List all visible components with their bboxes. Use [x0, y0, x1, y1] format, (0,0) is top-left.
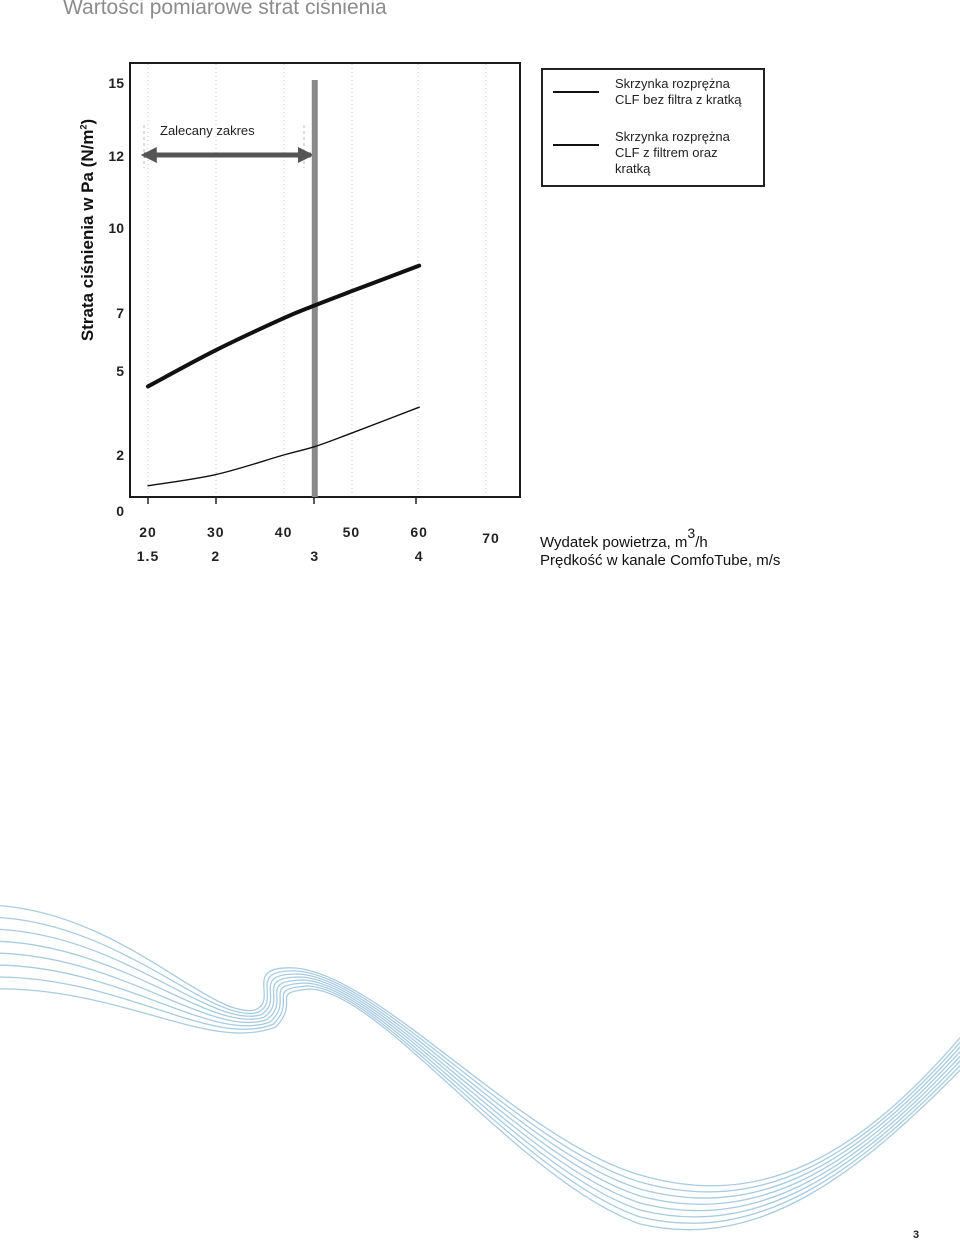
y-axis-title: Strata ciśnienia w Pa $(N/m^2)$: [78, 118, 97, 342]
page-number: 3: [913, 1229, 920, 1241]
y-tick-label: 12: [108, 148, 124, 164]
y-tick-label: 7: [116, 305, 124, 321]
x-tick-label-airflow: 50: [342, 524, 361, 540]
legend-label-line: CLF z filtrem oraz: [615, 145, 718, 160]
y-tick-label: 2: [116, 447, 124, 463]
x-tick-label-velocity: 4: [414, 548, 424, 564]
x-tick-label-airflow: 70: [482, 530, 500, 546]
x-tick-label-velocity: 2: [211, 548, 221, 564]
wave-line: [0, 917, 960, 1192]
y-tick-label: 0: [116, 503, 124, 519]
y-tick-label: 5: [116, 363, 124, 379]
x-tick-label-airflow: 60: [410, 524, 428, 540]
y-tick-label: 10: [108, 220, 124, 236]
recommended-range-label: Zalecany zakres: [160, 123, 255, 138]
wave-line: [0, 989, 960, 1230]
x-axis-title-velocity: Prędkość w kanale ComfoTube, m/s: [540, 552, 781, 569]
legend-label-line: Skrzynka rozprężna: [615, 129, 730, 144]
wave-line: [0, 953, 960, 1211]
legend-label-line: Skrzynka rozprężna: [615, 76, 730, 91]
x-tick-label-airflow: 20: [139, 524, 157, 540]
wave-line: [0, 929, 960, 1198]
page-title: Wartości pomiarowe strat ciśnienia: [63, 0, 387, 19]
legend-label-line: kratką: [615, 161, 651, 176]
wave-line: [0, 977, 960, 1223]
legend-label-line: CLF bez filtra z kratką: [615, 92, 742, 107]
wave-line: [0, 905, 960, 1186]
x-tick-label-airflow: 30: [207, 524, 225, 540]
x-axis-title-airflow: Wydatek powietrza, $m^3/h$: [540, 525, 708, 551]
y-tick-label: 15: [108, 75, 124, 91]
x-tick-label-velocity: 3: [310, 548, 320, 564]
wave-line: [0, 965, 960, 1217]
x-tick-label-velocity: 1.5: [136, 548, 160, 564]
x-tick-label-airflow: 40: [274, 524, 293, 540]
